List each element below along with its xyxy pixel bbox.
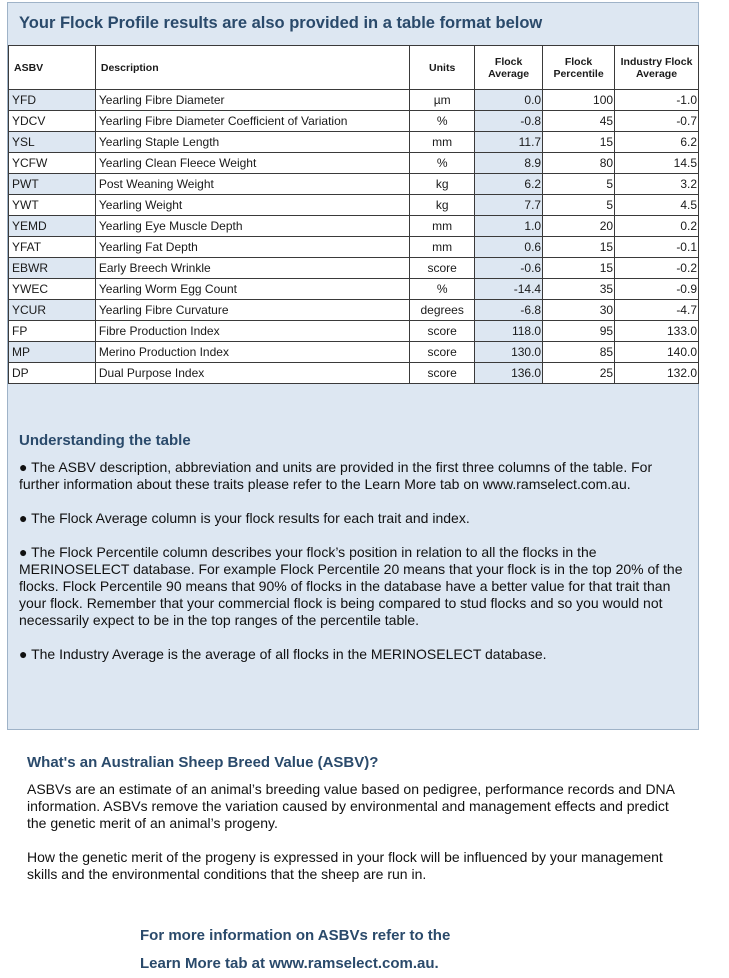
units-cell: % [410, 153, 475, 174]
table-row [9, 111, 699, 132]
asbv-cell: FP [9, 321, 96, 342]
units-cell: score [410, 258, 475, 279]
units-cell: score [410, 363, 475, 384]
table-row [9, 216, 699, 237]
understanding-section [19, 432, 685, 680]
flock-percentile-cell: 5 [543, 174, 615, 195]
flock-average-cell: 1.0 [475, 216, 543, 237]
more-info-callout [140, 922, 640, 978]
description-cell: Yearling Fibre Diameter [95, 90, 409, 111]
industry-average-cell: 3.2 [615, 174, 699, 195]
flock-average-cell: 8.9 [475, 153, 543, 174]
flock-percentile-cell: 30 [543, 300, 615, 321]
flock-percentile-cell: 35 [543, 279, 615, 300]
flock-average-cell: 130.0 [475, 342, 543, 363]
table-row [9, 195, 699, 216]
asbv-cell: YFAT [9, 237, 96, 258]
flock-percentile-cell: 95 [543, 321, 615, 342]
table-row [9, 300, 699, 321]
industry-average-cell: -0.2 [615, 258, 699, 279]
flock-percentile-cell: 15 [543, 132, 615, 153]
table-body [9, 90, 699, 384]
col-flock-percentile-header: Flock Percentile [543, 46, 615, 90]
flock-average-cell: 7.7 [475, 195, 543, 216]
flock-percentile-cell: 25 [543, 363, 615, 384]
more-info-line: Learn More tab at www.ramselect.com.au. [140, 955, 439, 972]
industry-average-cell: 6.2 [615, 132, 699, 153]
description-cell: Early Breech Wrinkle [95, 258, 409, 279]
asbv-table [8, 45, 699, 384]
table-row [9, 237, 699, 258]
col-flock-average-header: Flock Average [475, 46, 543, 90]
industry-average-cell: -0.7 [615, 111, 699, 132]
flock-average-cell: -6.8 [475, 300, 543, 321]
asbv-cell: YWEC [9, 279, 96, 300]
flock-average-cell: 136.0 [475, 363, 543, 384]
description-cell: Yearling Weight [95, 195, 409, 216]
description-cell: Fibre Production Index [95, 321, 409, 342]
industry-average-cell: 0.2 [615, 216, 699, 237]
col-units-header: Units [410, 46, 475, 90]
industry-average-cell: -4.7 [615, 300, 699, 321]
more-info-line: For more information on ASBVs refer to the [140, 927, 451, 944]
asbv-cell: YDCV [9, 111, 96, 132]
industry-average-cell: 140.0 [615, 342, 699, 363]
flock-average-cell: -14.4 [475, 279, 543, 300]
asbv-cell: MP [9, 342, 96, 363]
asbv-cell: YCFW [9, 153, 96, 174]
industry-average-cell: 133.0 [615, 321, 699, 342]
flock-average-cell: -0.6 [475, 258, 543, 279]
units-cell: mm [410, 216, 475, 237]
flock-average-cell: 118.0 [475, 321, 543, 342]
table-row [9, 342, 699, 363]
units-cell: µm [410, 90, 475, 111]
units-cell: score [410, 342, 475, 363]
asbv-definition-title: What's an Australian Sheep Breed Value (ASBV)? [27, 754, 379, 771]
flock-average-cell: 11.7 [475, 132, 543, 153]
industry-average-cell: 132.0 [615, 363, 699, 384]
description-cell: Merino Production Index [95, 342, 409, 363]
description-cell: Yearling Fat Depth [95, 237, 409, 258]
description-cell: Yearling Fibre Curvature [95, 300, 409, 321]
asbv-cell: YFD [9, 90, 96, 111]
understanding-bullet: ● The Flock Percentile column describes your flock’s position in relation to all the flocks in the MERINOSELECT database. For example Flock Percentile 20 means that your flock is in the top 20% of the flocks. Flock Percentile 90 means that 90% of flocks in the database have a better value for that trait than your flock. Remember that your commercial flock is being compared to stud flocks and so you would not necessarily expect to be in the top ranges of the percentile table. [19, 544, 683, 628]
understanding-bullet: ● The ASBV description, abbreviation and units are provided in the first three columns of the table. For further information about these traits please refer to the Learn More tab on www.ramselect.com.au. [19, 459, 653, 492]
industry-average-cell: 14.5 [615, 153, 699, 174]
asbv-definition-paragraph: ASBVs are an estimate of an animal’s breeding value based on pedigree, performance records and DNA information. ASBVs remove the variation caused by environmental and management effects and predict the genetic merit of an animal’s progeny. [27, 781, 675, 831]
asbv-cell: DP [9, 363, 96, 384]
col-asbv-header: ASBV [9, 46, 96, 90]
asbv-definition-paragraph: How the genetic merit of the progeny is expressed in your flock will be influenced by your management skills and the environmental conditions that the sheep are run in. [27, 849, 663, 882]
units-cell: mm [410, 132, 475, 153]
asbv-cell: EBWR [9, 258, 96, 279]
table-header-row [9, 46, 699, 90]
units-cell: mm [410, 237, 475, 258]
understanding-bullet: ● The Industry Average is the average of all flocks in the MERINOSELECT database. [19, 646, 547, 662]
table-row [9, 321, 699, 342]
description-cell: Yearling Staple Length [95, 132, 409, 153]
units-cell: kg [410, 174, 475, 195]
flock-average-cell: -0.8 [475, 111, 543, 132]
flock-percentile-cell: 15 [543, 258, 615, 279]
table-row [9, 153, 699, 174]
asbv-definition-section [27, 754, 687, 900]
description-cell: Post Weaning Weight [95, 174, 409, 195]
flock-percentile-cell: 45 [543, 111, 615, 132]
flock-average-cell: 0.6 [475, 237, 543, 258]
description-cell: Yearling Clean Fleece Weight [95, 153, 409, 174]
industry-average-cell: -0.9 [615, 279, 699, 300]
asbv-cell: PWT [9, 174, 96, 195]
flock-percentile-cell: 100 [543, 90, 615, 111]
flock-percentile-cell: 80 [543, 153, 615, 174]
col-description-header: Description [95, 46, 409, 90]
flock-percentile-cell: 85 [543, 342, 615, 363]
industry-average-cell: -1.0 [615, 90, 699, 111]
col-industry-average-header: Industry Flock Average [615, 46, 699, 90]
panel-title: Your Flock Profile results are also provided in a table format below [19, 14, 543, 32]
asbv-cell: YEMD [9, 216, 96, 237]
description-cell: Yearling Eye Muscle Depth [95, 216, 409, 237]
understanding-title: Understanding the table [19, 432, 191, 449]
table-row [9, 90, 699, 111]
table-row [9, 279, 699, 300]
description-cell: Yearling Fibre Diameter Coefficient of Variation [95, 111, 409, 132]
flock-average-cell: 0.0 [475, 90, 543, 111]
units-cell: kg [410, 195, 475, 216]
flock-percentile-cell: 5 [543, 195, 615, 216]
units-cell: score [410, 321, 475, 342]
table-row [9, 132, 699, 153]
units-cell: degrees [410, 300, 475, 321]
industry-average-cell: -0.1 [615, 237, 699, 258]
description-cell: Yearling Worm Egg Count [95, 279, 409, 300]
understanding-bullet: ● The Flock Average column is your flock results for each trait and index. [19, 510, 470, 526]
asbv-cell: YSL [9, 132, 96, 153]
description-cell: Dual Purpose Index [95, 363, 409, 384]
industry-average-cell: 4.5 [615, 195, 699, 216]
asbv-cell: YCUR [9, 300, 96, 321]
flock-percentile-cell: 20 [543, 216, 615, 237]
asbv-cell: YWT [9, 195, 96, 216]
flock-average-cell: 6.2 [475, 174, 543, 195]
table-row [9, 258, 699, 279]
units-cell: % [410, 279, 475, 300]
units-cell: % [410, 111, 475, 132]
table-row [9, 174, 699, 195]
flock-percentile-cell: 15 [543, 237, 615, 258]
table-row [9, 363, 699, 384]
